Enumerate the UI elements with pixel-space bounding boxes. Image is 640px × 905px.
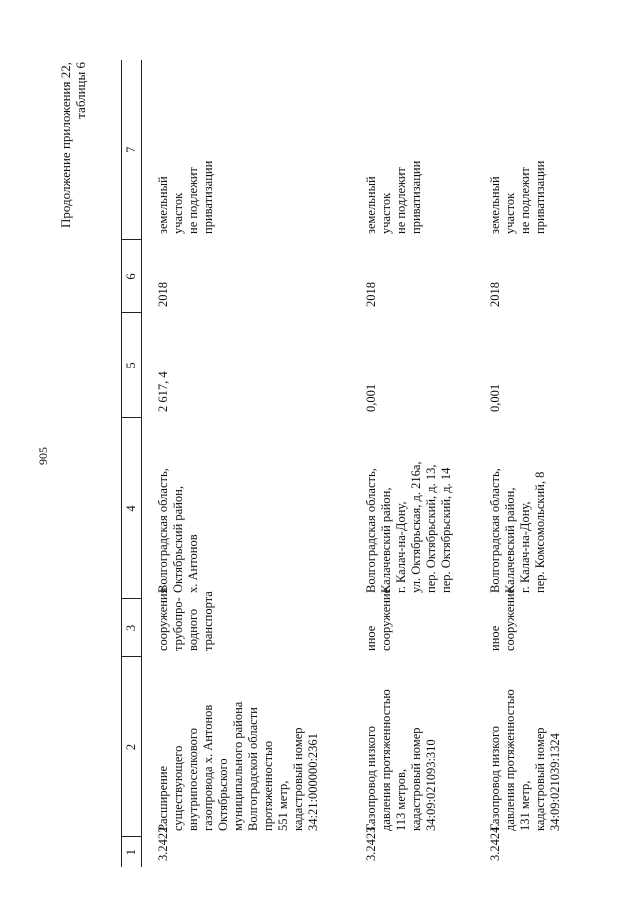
header-col-5: 5 bbox=[122, 313, 142, 418]
header-col-4: 4 bbox=[122, 418, 142, 599]
cell-year: 2018 bbox=[156, 282, 170, 307]
cell-address: Волгоградская область, Октябрьский район, х. Антонов bbox=[156, 468, 200, 593]
cell-year: 2018 bbox=[364, 282, 378, 307]
caption-line-2: таблицы 6 bbox=[73, 62, 88, 119]
cell-note: земельный участок не подлежит приватизации bbox=[488, 160, 547, 234]
table-row bbox=[474, 60, 595, 867]
cell-number: 3.2424. bbox=[488, 823, 502, 861]
cell-number: 3.2422. bbox=[156, 823, 170, 861]
appendix-caption bbox=[58, 62, 88, 302]
cell-value: 0,001 bbox=[488, 383, 502, 412]
table-row bbox=[142, 60, 351, 867]
cell-address: Волгоградская область, Калачевский район, г. Калач-на-Дону, пер. Комсомольский, 8 bbox=[488, 468, 547, 593]
header-col-3: 3 bbox=[122, 599, 142, 657]
cell-number: 3.2423. bbox=[364, 823, 378, 861]
cell-note: земельный участок не подлежит приватизации bbox=[156, 160, 215, 234]
header-col-6: 6 bbox=[122, 240, 142, 313]
header-col-7: 7 bbox=[122, 60, 142, 240]
cell-object-name: Газопровод низкого давления протяженностью 131 метр, кадастровый номер 34:09:021039:1324 bbox=[488, 689, 562, 831]
table-header-row bbox=[122, 60, 142, 867]
cell-year: 2018 bbox=[488, 282, 502, 307]
table-header bbox=[122, 60, 142, 867]
page-number: 905 bbox=[36, 447, 50, 465]
cell-object-name: Расширение существующего внутрипоселкового газопровода х. Антонов Октябрьского муниципального района Волгоградской области протяженностью 551 метр, кадастровый номер 34:21:000000:2361 bbox=[156, 701, 320, 831]
cell-address: Волгоградская область, Калачевский район, г. Калач-на-Дону, ул. Октябрьская, д. 216а, пер. Октябрьский, д. 13, пер. Октябрьский, д. 14 bbox=[364, 461, 453, 593]
table-row bbox=[350, 60, 474, 867]
cell-note: земельный участок не подлежит приватизации bbox=[364, 160, 423, 234]
cell-object-type: иное сооружение bbox=[364, 587, 393, 651]
caption-line-1: Продолжение приложения 22, bbox=[58, 62, 73, 229]
cell-value: 0,001 bbox=[364, 383, 378, 412]
cell-object-type: сооружения трубопро- водного транспорта bbox=[156, 587, 215, 651]
header-col-1: 1 bbox=[122, 837, 142, 867]
property-table bbox=[121, 60, 595, 867]
cell-object-name: Газопровод низкого давления протяженностью 113 метров, кадастровый номер 34:09:021093:310 bbox=[364, 689, 438, 831]
cell-value: 2 617, 4 bbox=[156, 371, 170, 412]
cell-object-type: иное сооружение bbox=[488, 587, 517, 651]
header-col-2: 2 bbox=[122, 657, 142, 837]
